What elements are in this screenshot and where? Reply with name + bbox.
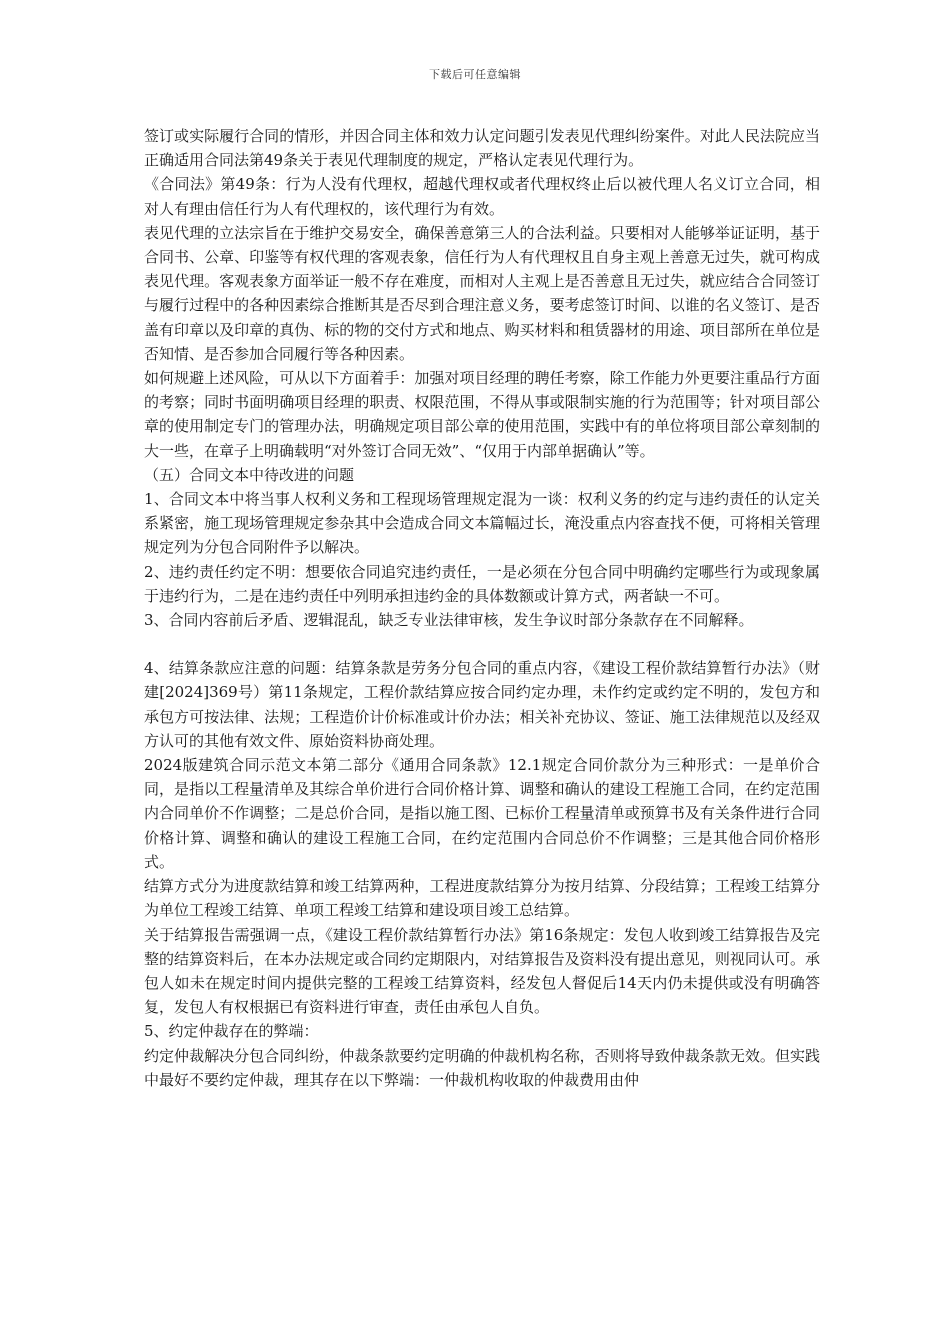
paragraph: 如何规避上述风险，可从以下方面着手：加强对项目经理的聘任考察，除工作能力外更要注重品行方面的考察；同时书面明确项目经理的职责、权限范围，不得从事或限制实施的行为范围等；针对项目部公章的使用制定专门的管理办法，明确规定项目部公章的使用范围，实践中有的单位将项目部公章刻制的大一些，在章子上明确载明“对外签订合同无效”、“仅用于内部单据确认”等。	[144, 369, 820, 460]
paragraph: 5、约定仲裁存在的弊端：	[144, 1022, 319, 1041]
document-body	[144, 124, 820, 1092]
page-header-note: 下载后可任意编辑	[429, 68, 521, 81]
paragraph: 《合同法》第49条：行为人没有代理权，超越代理权或者代理权终止后以被代理人名义订立合同，相对人有理由信任行为人有代理权的，该代理行为有效。	[144, 175, 820, 218]
paragraph: 2、违约责任约定不明：想要依合同追究违约责任，一是必须在分包合同中明确约定哪些行为或现象属于违约行为，二是在违约责任中列明承担违约金的具体数额或计算方式，两者缺一不可。	[144, 562, 820, 605]
paragraph: 表见代理的立法宗旨在于维护交易安全，确保善意第三人的合法利益。只要相对人能够举证证明，基于合同书、公章、印鉴等有权代理的客观表象，信任行为人有代理权且自身主观上善意无过失，就可构成表见代理。客观表象方面举证一般不存在难度，而相对人主观上是否善意且无过失，就应结合合同签订与履行过程中的各种因素综合推断其是否尽到合理注意义务，要考虑签订时间、以谁的名义签订、是否盖有印章以及印章的真伪、标的物的交付方式和地点、购买材料和租赁器材的用途、项目部所在单位是否知情、是否参加合同履行等各种因素。	[144, 223, 820, 363]
paragraph: 约定仲裁解决分包合同纠纷，仲裁条款要约定明确的仲裁机构名称，否则将导致仲裁条款无效。但实践中最好不要约定仲裁，理其存在以下弊端：一仲裁机构收取的仲裁费用由仲	[144, 1046, 820, 1089]
paragraph: 关于结算报告需强调一点，《建设工程价款结算暂行办法》第16条规定：发包人收到竣工结算报告及完整的结算资料后，在本办法规定或合同约定期限内，对结算报告及资料没有提出意见，则视同认可。承包人如未在规定时间内提供完整的工程竣工结算资料，经发包人督促后14天内仍未提供或没有明确答复，发包人有权根据已有资料进行审查，责任由承包人自负。	[144, 925, 820, 1017]
paragraph: 4、结算条款应注意的问题：结算条款是劳务分包合同的重点内容，《建设工程价款结算暂行办法》（财建[2024]369号）第11条规定，工程价款结算应按合同约定办理，未作约定或约定不明的，发包方和承包方可按法律、法规；工程造价计价标准或计价办法；相关补充协议、签证、施工法律规范以及经双方认可的其他有效文件、原始资料协商处理。	[144, 659, 820, 750]
paragraph: 签订或实际履行合同的情形，并因合同主体和效力认定问题引发表见代理纠纷案件。对此人民法院应当正确适用合同法第49条关于表见代理制度的规定，严格认定表见代理行为。	[144, 127, 820, 170]
paragraph: 2024版建筑合同示范文本第二部分《通用合同条款》12.1规定合同价款分为三种形式：一是单价合同，是指以工程量清单及其综合单价进行合同价格计算、调整和确认的建设工程施工合同，在约定范围内合同单价不作调整；二是总价合同，是指以施工图、已标价工程量清单或预算书及有关条件进行合同价格计算、调整和确认的建设工程施工合同，在约定范围内合同总价不作调整；三是其他合同价格形式。	[144, 756, 820, 871]
paragraph: 3、合同内容前后矛盾、逻辑混乱，缺乏专业法律审核，发生争议时部分条款存在不同解释。	[144, 611, 754, 630]
section-heading: （五）合同文本中待改进的问题	[144, 465, 355, 484]
paragraph: 结算方式分为进度款结算和竣工结算两种，工程进度款结算分为按月结算、分段结算；工程竣工结算分为单位工程竣工结算、单项工程竣工结算和建设项目竣工总结算。	[144, 877, 820, 920]
paragraph: 1、合同文本中将当事人权利义务和工程现场管理规定混为一谈：权利义务的约定与违约责任的认定关系紧密，施工现场管理规定参杂其中会造成合同文本篇幅过长，淹没重点内容查找不便，可将相关管理规定列为分包合同附件予以解决。	[144, 490, 820, 557]
blank-line	[144, 632, 820, 656]
